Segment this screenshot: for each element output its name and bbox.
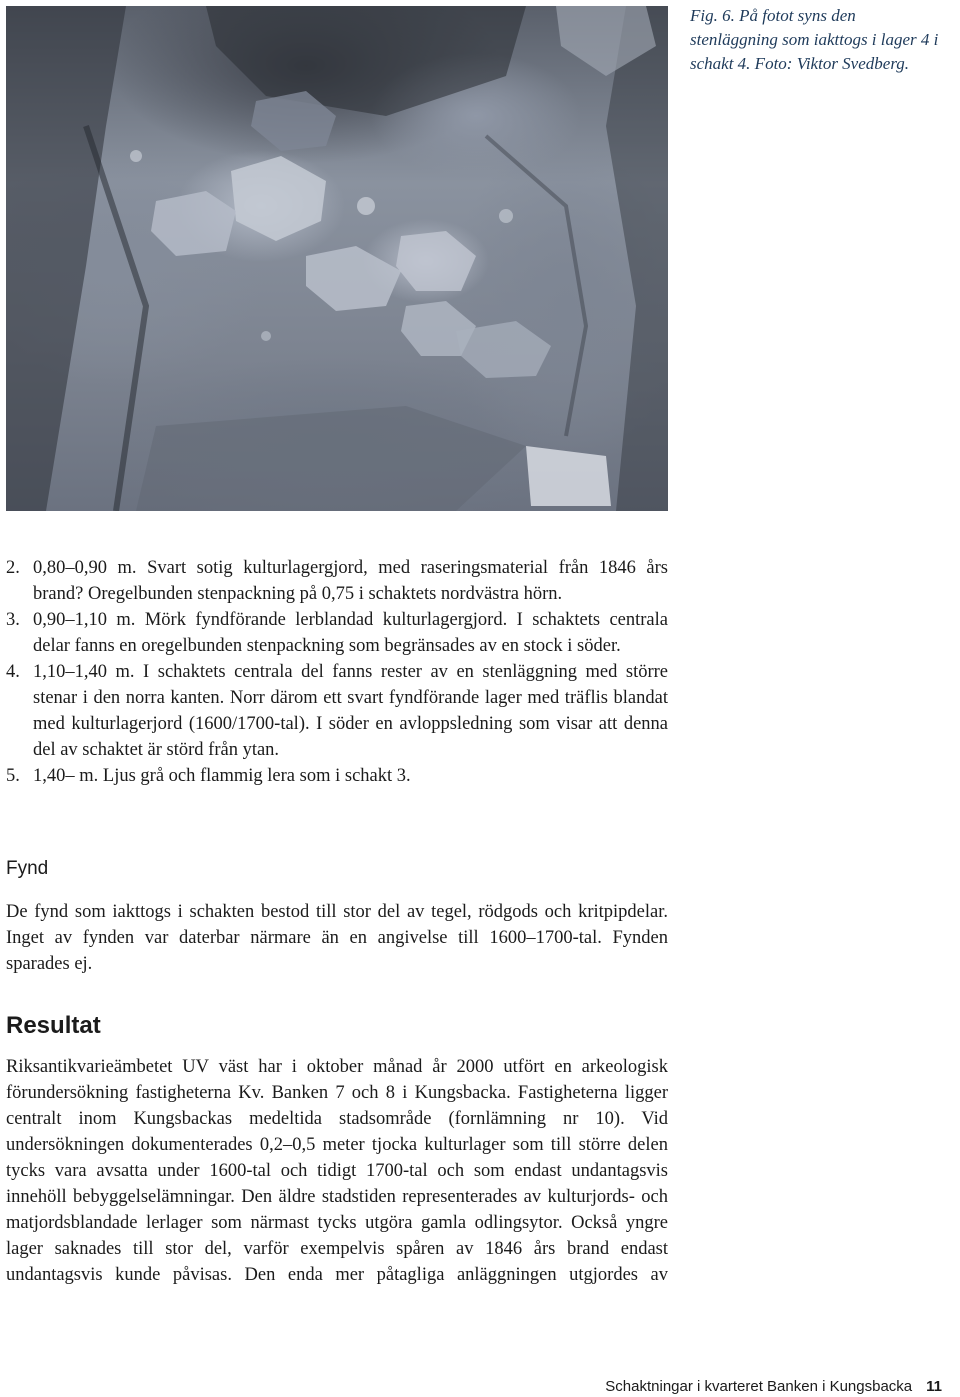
figure-caption-text: På fotot syns den stenläggning som iakttogs i lager 4 i schakt 4. Foto: Viktor Svedberg. — [690, 6, 939, 73]
layer-item — [6, 659, 668, 763]
layer-description: 0,90–1,10 m. Mörk fyndförande lerblandad kulturlagergjord. I schaktets centrala delar fanns en oregelbunden stenpackning som begränsades av en stock i söder. — [33, 610, 668, 656]
excavation-photo — [6, 6, 668, 511]
layer-number: 4. — [6, 662, 20, 682]
layer-item — [6, 763, 668, 789]
fynd-heading: Fynd — [6, 858, 49, 879]
fynd-paragraph: De fynd som iakttogs i schakten bestod till stor del av tegel, rödgods och kritpipdelar. Inget av fynden var daterbar närmare än en angivelse till 1600–1700-tal. Fynden sparades ej. — [6, 902, 668, 974]
page-number: 11 — [926, 1378, 942, 1395]
running-title: Schaktningar i kvarteret Banken i Kungsbacka — [605, 1378, 913, 1395]
layer-description: 1,40– m. Ljus grå och flammig lera som i schakt 3. — [33, 766, 411, 786]
layer-number: 2. — [6, 558, 20, 578]
stone-paving-illustration — [6, 6, 668, 511]
layer-description: 1,10–1,40 m. I schaktets centrala del fanns rester av en stenläggning med större stenar i den norra kanten. Norr därom ett svart fyndförande lager med träflis blandat med kulturlagerjord (1600/1700-tal). I söder en avloppsledning som visar att denna del av schaktet är störd från ytan. — [33, 662, 668, 760]
resultat-heading: Resultat — [6, 1012, 101, 1039]
layer-list — [6, 555, 668, 789]
figure-number: Fig. 6. — [690, 6, 735, 25]
layer-number: 5. — [6, 766, 20, 786]
layer-item — [6, 607, 668, 659]
figure-caption — [690, 4, 940, 76]
layer-description: 0,80–0,90 m. Svart sotig kulturlagergjord, med raseringsmaterial från 1846 års brand? Oregelbunden stenpackning på 0,75 i schaktets nordvästra hörn. — [33, 558, 668, 604]
resultat-paragraph: Riksantikvarieämbetet UV väst har i oktober månad år 2000 utfört en arkeologisk förundersökning fastigheterna Kv. Banken 7 och 8 i Kungsbacka. Fastigheterna ligger centralt inom Kungsbackas medeltida stadsområde (fornlämning nr 10). Vid undersökningen dokumenterades 0,2–0,5 meter tjocka kulturlager som till större delen tycks vara avsatta under 1600-tal och tidigt 1700-tal och som endast undantagsvis innehöll bebyggelselämningar. Den äldre stadstiden representerades av kulturjords- och matjordsblandade lerlager som närmast tycks utgöra gamla odlingsytor. Också yngre lager saknades till stor del, varför exempelvis spåren av 1846 års brand endast undantagsvis kunde påvisas. Den enda mer påtagliga anläggningen utgjordes av — [6, 1057, 668, 1285]
page-footer — [605, 1378, 942, 1395]
layer-item — [6, 555, 668, 607]
layer-number: 3. — [6, 610, 20, 630]
